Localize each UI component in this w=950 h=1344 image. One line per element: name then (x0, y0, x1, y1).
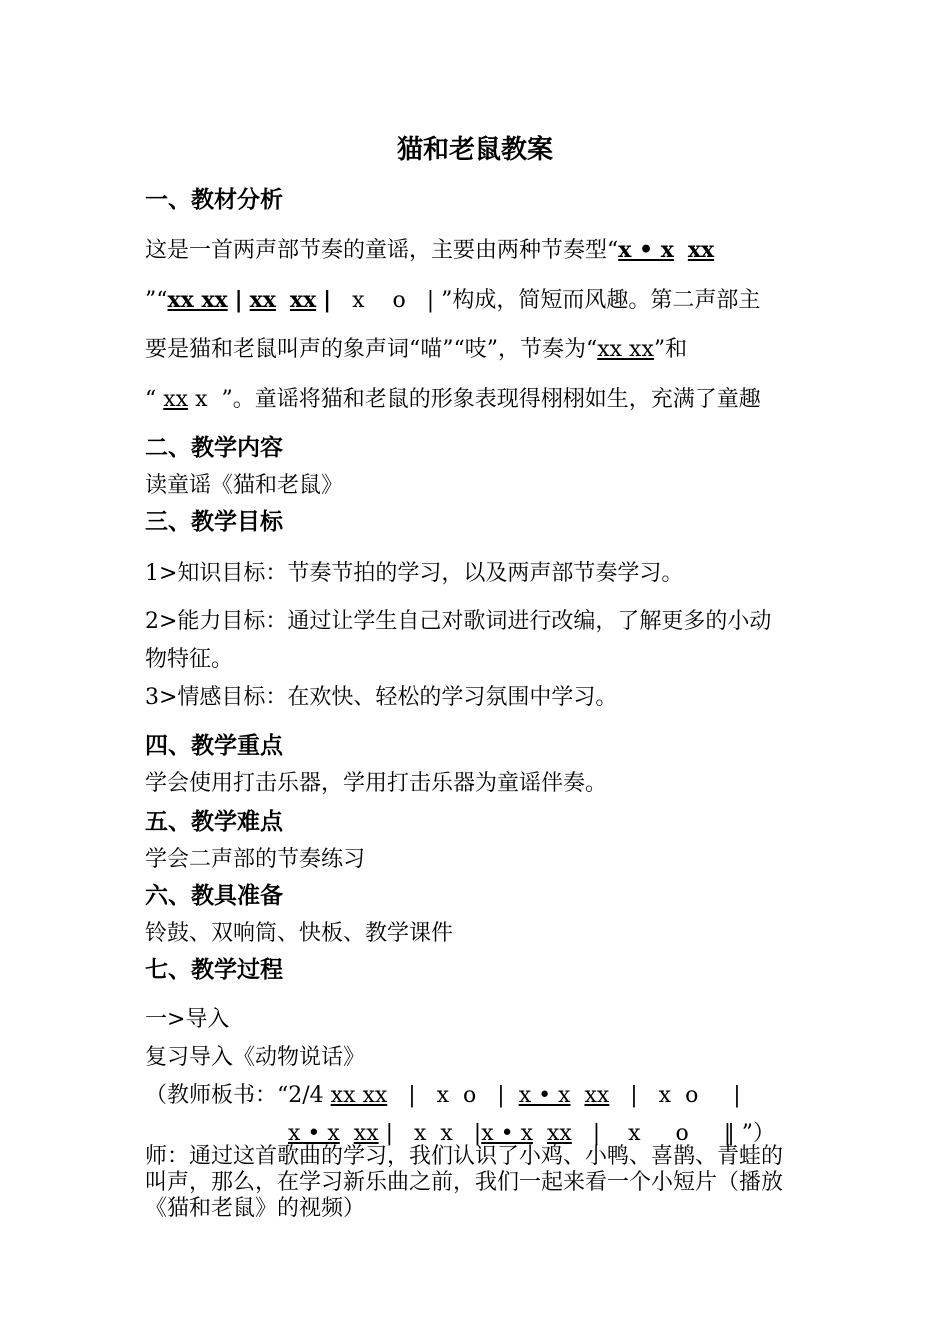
goal-ability: 2>能力目标：通过让学生自己对歌词进行改编，了解更多的小动 (145, 609, 772, 634)
section-heading-difficulties: 五、教学难点 (145, 808, 283, 835)
analysis-line-4 (145, 386, 761, 414)
goal-ability-cont: 物特征。 (145, 647, 234, 672)
goal-emotion: 3>情感目标：在欢快、轻松的学习氛围中学习。 (145, 685, 618, 710)
rhythm-pattern: xx xx (167, 287, 228, 313)
text: （教师板书：“2/4 (145, 1083, 324, 1108)
section-heading-materials: 六、教具准备 (145, 882, 283, 909)
rhythm-measure: | x o | (630, 1083, 741, 1108)
teacher-line-2: 叫声，那么，在学习新乐曲之前，我们一起来看一个小短片（播放 (145, 1170, 784, 1195)
section-heading-key-points: 四、教学重点 (145, 732, 283, 759)
rhythm-pattern: x • x (618, 237, 674, 263)
section-heading-goals: 三、教学目标 (145, 508, 283, 535)
rhythm-pattern: xx (584, 1083, 610, 1108)
rhythm-pattern: xx xx (330, 1083, 388, 1108)
review-text: 复习导入《动物说话》 (145, 1045, 366, 1070)
rhythm-pattern: xx (687, 237, 715, 263)
step-intro: 一>导入 (145, 1007, 230, 1032)
rhythm-note: x (352, 288, 365, 313)
teacher-line-1: 师：通过这首歌曲的学习，我们认识了小鸡、小鸭、喜鹊、青蛙的 (145, 1144, 784, 1169)
materials-text: 铃鼓、双响筒、快板、教学课件 (145, 921, 454, 946)
content-text: 读童谣《猫和老鼠》 (145, 473, 344, 498)
key-points-text: 学会使用打击乐器，学用打击乐器为童谣伴奏。 (145, 771, 608, 796)
section-heading-content: 二、教学内容 (145, 434, 283, 461)
text: ”构成，简短而风趣。第二声部主 (441, 288, 761, 313)
rhythm-rest: o (392, 288, 406, 313)
barline: | (234, 287, 243, 313)
document-title: 猫和老鼠教案 (396, 135, 553, 165)
rhythm-pattern: xx xx (597, 337, 654, 362)
rhythm-pattern: xx (249, 287, 276, 313)
difficulties-text: 学会二声部的节奏练习 (145, 847, 366, 872)
rhythm-pattern: xx (353, 1121, 379, 1146)
analysis-line-3 (145, 336, 687, 364)
analysis-line-1 (145, 236, 714, 265)
barline: | (323, 287, 332, 313)
section-heading-analysis: 一、教材分析 (145, 186, 283, 213)
text: “ (145, 387, 157, 412)
section-heading-process: 七、教学过程 (145, 956, 283, 983)
text: ”“ (145, 288, 168, 313)
board-line-1 (145, 1082, 741, 1110)
rhythm-measure: | x o | (408, 1083, 505, 1108)
teacher-line-3: 《猫和老鼠》的视频） (145, 1196, 366, 1221)
analysis-line-2 (145, 286, 760, 315)
rhythm-pattern: x • x (481, 1121, 533, 1146)
text: ”和 (653, 337, 688, 362)
rhythm-pattern: xx (289, 287, 317, 313)
text: 要是猫和老鼠叫声的象声词“喵”“吱”，节奏为“ (145, 337, 598, 362)
text: ”。童谣将猫和老鼠的形象表现得栩栩如生，充满了童趣 (221, 387, 761, 412)
rhythm-measure: | x x | (385, 1121, 482, 1146)
rhythm-pattern: x • x (518, 1083, 571, 1108)
rhythm-note: x (195, 387, 208, 412)
rhythm-pattern: x • x (288, 1121, 340, 1146)
rhythm-pattern: xx (163, 387, 189, 412)
text: 这是一首两声部节奏的童谣，主要由两种节奏型“ (145, 238, 619, 263)
rhythm-pattern: xx (546, 1121, 572, 1146)
rhythm-measure: | x o ‖ ”） (592, 1121, 776, 1146)
goal-knowledge: 1>知识目标：节奏节拍的学习，以及两声部节奏学习。 (145, 561, 684, 586)
barline: | (426, 288, 435, 313)
